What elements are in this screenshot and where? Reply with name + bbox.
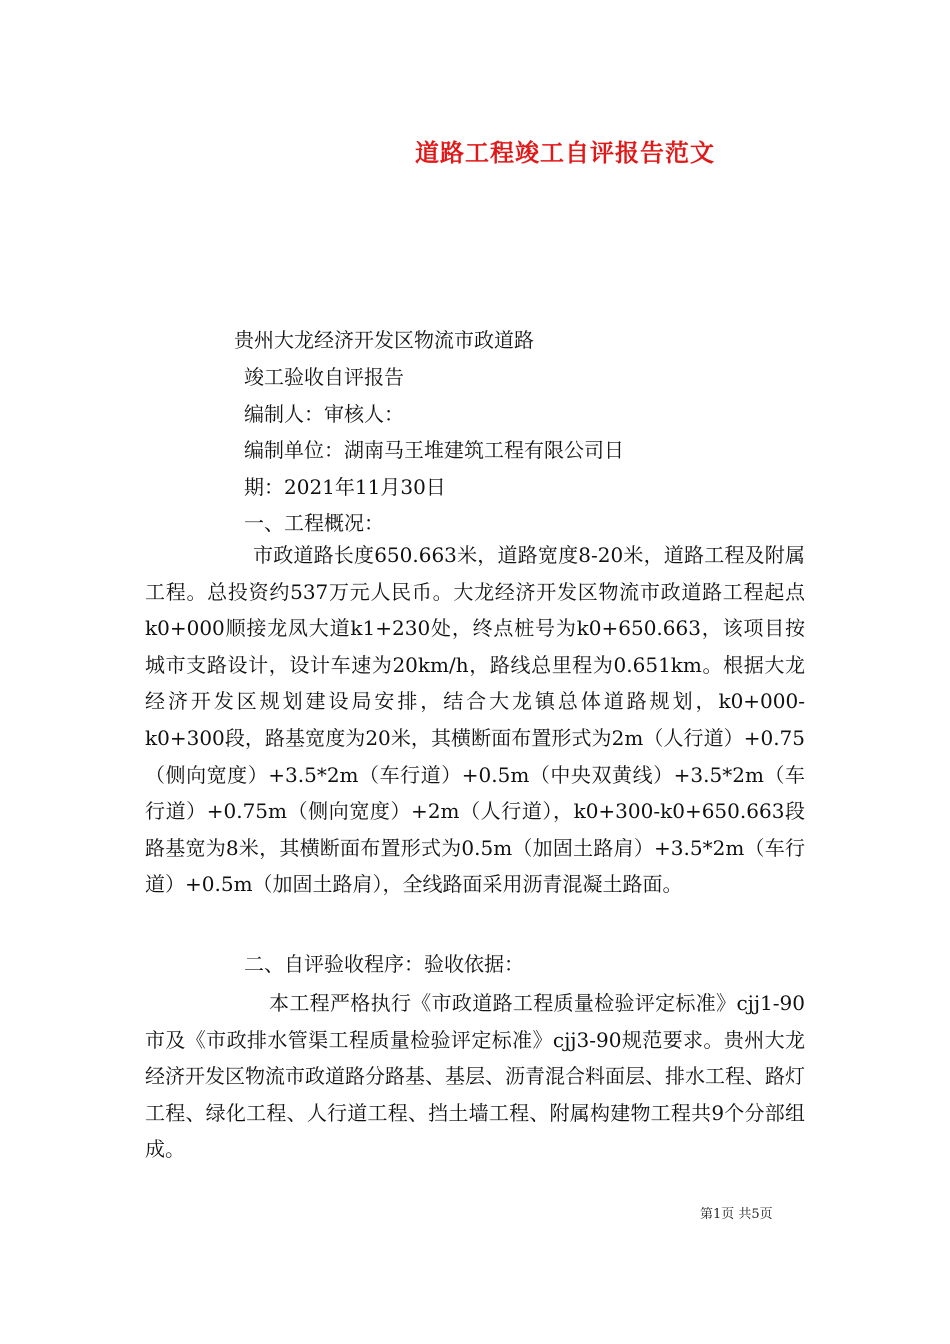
section2-paragraph: 本工程严格执行《市政道路工程质量检验评定标准》cjj1-90市及《市政排水管渠工程质量检验评定标准》cjj3-90规范要求。贵州大龙经济开发区物流市政道路分路基、基层、沥青混合料面层、排水工程、路灯工程、绿化工程、人行道工程、挡土墙工程、附属构建物工程共9个分部组成。: [145, 991, 805, 1162]
date-line: 期：2021年11月30日: [244, 475, 446, 499]
report-title-line: 竣工验收自评报告: [244, 365, 404, 389]
document-title: 道路工程竣工自评报告范文: [415, 138, 715, 167]
project-name-line: 贵州大龙经济开发区物流市政道路: [234, 328, 534, 352]
page-footer: 第1页 共5页: [700, 1207, 773, 1222]
organization-line: 编制单位：湖南马王堆建筑工程有限公司日: [244, 438, 624, 462]
author-line: 编制人：审核人：: [244, 402, 404, 426]
section1-heading: 一、工程概况：: [244, 511, 384, 535]
section1-paragraph: 市政道路长度650.663米，道路宽度8-20米，道路工程及附属工程。总投资约537万元人民币。大龙经济开发区物流市政道路工程起点k0+000顺接龙凤大道k1+230处，终点桩号为k0+650.663，该项目按城市支路设计，设计车速为20km/h，路线总里程为0.651km。根据大龙经济开发区规划建设局安排，结合大龙镇总体道路规划，k0+000-k0+300段，路基宽度为20米，其横断面布置形式为2m（人行道）+0.75（侧向宽度）+3.5*2m（车行道）+0.5m（中央双黄线）+3.5*2m（车行道）+0.75m（侧向宽度）+2m（人行道），k0+300-k0+650.663段路基宽为8米，其横断面布置形式为0.5m（加固土路肩）+3.5*2m（车行道）+0.5m（加固土路肩），全线路面采用沥青混凝土路面。: [145, 543, 805, 897]
section2-heading: 二、自评验收程序：验收依据：: [244, 952, 524, 976]
